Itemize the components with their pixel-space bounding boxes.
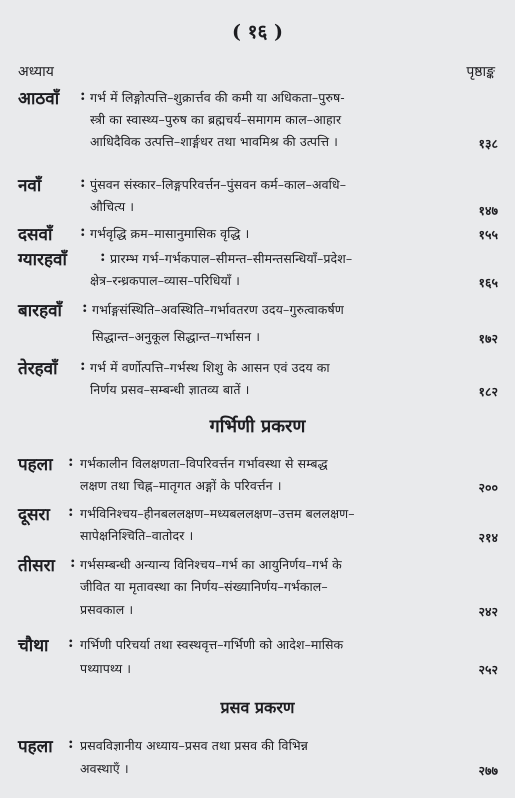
toc-entry bbox=[18, 247, 498, 293]
entry-text: अवस्थाएँ । bbox=[80, 761, 129, 776]
toc-entry bbox=[18, 298, 498, 346]
entry-text: प्रसवविज्ञानीय अध्याय–प्रसव तथा प्रसव की विभिन्न bbox=[80, 738, 308, 753]
colon: : bbox=[80, 222, 86, 240]
entry-text: गर्भसम्बन्धी अन्यान्य विनिश्चय–गर्भ का आयुनिर्णय–गर्भ के bbox=[80, 557, 342, 572]
entry-text: स्त्री का स्वास्थ्य–पुरुष का ब्रह्मचर्य–समागम काल–आहार bbox=[90, 112, 342, 127]
header-page-label: पृष्ठाङ्क bbox=[466, 64, 495, 80]
colon: : bbox=[100, 247, 106, 265]
chapter-name: नवाँ bbox=[18, 176, 42, 196]
section-heading: गर्भिणी प्रकरण bbox=[209, 416, 306, 437]
chapter-name: बारहवाँ bbox=[18, 301, 62, 321]
toc-entry bbox=[18, 502, 498, 548]
page-ref: २४२ bbox=[478, 604, 498, 619]
entry-text: गर्भ में लिङ्गोत्पत्ति–शुक्रार्त्तव की कमी या अधिकता–पुरुष- bbox=[90, 90, 345, 105]
page-ref: २५२ bbox=[478, 662, 498, 677]
toc-entry bbox=[18, 356, 498, 404]
chapter-name: तेरहवाँ bbox=[18, 359, 58, 379]
entry-text: गर्भिणी परिचर्या तथा स्वस्थवृत्त–गर्भिणी को आदेश–मासिक bbox=[80, 637, 344, 652]
entry-text: लक्षण तथा चिह्न–मातृगत अङ्गों के परिवर्त्तन । bbox=[80, 478, 282, 493]
entry-text: सिद्धान्त–अनुकूल सिद्धान्त–गर्भासन । bbox=[92, 329, 261, 344]
colon: : bbox=[68, 633, 74, 651]
entry-text: प्रारम्भ गर्भ–गर्भकपाल–सीमन्त–सीमन्तसन्धियाँ–प्रदेश– bbox=[110, 251, 353, 266]
toc-entry bbox=[18, 222, 498, 246]
entry-text: गर्भवृद्धि क्रम–मासानुमासिक वृद्धि । bbox=[90, 226, 250, 241]
chapter-name: चौथा bbox=[18, 636, 49, 656]
colon: : bbox=[82, 298, 88, 316]
chapter-name: पहला bbox=[18, 737, 53, 757]
entry-text: गर्भविनिश्चय–हीनबललक्षण–मध्यबललक्षण–उत्तम बललक्षण– bbox=[80, 506, 355, 521]
toc-entry bbox=[18, 86, 498, 158]
entry-text: आधिदैविक उत्पत्ति–शार्ङ्गधर तथा भावमिश्र की उत्पत्ति । bbox=[90, 134, 338, 149]
page-ref: १७२ bbox=[478, 331, 498, 346]
entry-text: पुंसवन संस्कार–लिङ्गपरिवर्त्तन–पुंसवन कर्म–काल–अवधि– bbox=[90, 177, 347, 192]
page-ref: १५५ bbox=[478, 227, 498, 242]
page-ref: २०० bbox=[478, 480, 498, 495]
toc-entry bbox=[18, 633, 498, 679]
entry-text: गर्भकालीन विलक्षणता–विपरिवर्त्तन गर्भावस्था से सम्बद्ध bbox=[80, 456, 328, 471]
header-chapter-label: अध्याय bbox=[18, 64, 54, 80]
entry-text: जीवित या मृतावस्था का निर्णय–संख्यानिर्णय–गर्भकाल– bbox=[80, 579, 328, 594]
page-ref: १८२ bbox=[478, 384, 498, 399]
toc-entry bbox=[18, 173, 498, 221]
section-heading: प्रसव प्रकरण bbox=[220, 698, 295, 717]
entry-text: निर्णय प्रसव–सम्बन्धी ज्ञातव्य बातें । bbox=[90, 382, 250, 397]
colon: : bbox=[68, 502, 74, 520]
colon: : bbox=[80, 356, 86, 374]
toc-entry bbox=[18, 452, 498, 498]
page-number: ( १६ ) bbox=[232, 21, 283, 43]
chapter-name: ग्यारहवाँ bbox=[18, 250, 67, 270]
entry-text: औचित्य । bbox=[90, 199, 135, 214]
chapter-name: दूसरा bbox=[18, 505, 50, 525]
entry-text: प्रसवकाल । bbox=[80, 602, 134, 617]
colon: : bbox=[68, 452, 74, 470]
page-ref: २७७ bbox=[478, 763, 498, 778]
entry-text: गर्भ में वर्णोत्पत्ति–गर्भस्थ शिशु के आसन एवं उदय का bbox=[90, 360, 330, 375]
chapter-name: पहला bbox=[18, 455, 53, 475]
page-ref: १४७ bbox=[478, 203, 498, 218]
entry-text: पथ्यापथ्य । bbox=[80, 661, 132, 676]
colon: : bbox=[68, 734, 74, 752]
colon: : bbox=[70, 553, 76, 571]
entry-text: सापेक्षनिश्चिति–वातोदर । bbox=[80, 528, 194, 543]
entry-text: क्षेत्र–रन्ध्रकपाल–व्यास–परिधियाँ । bbox=[90, 273, 240, 288]
chapter-name: दसवाँ bbox=[18, 225, 53, 245]
entry-text: गर्भाङ्गसंस्थिति–अवस्थिति–गर्भावतरण उदय–गुरुत्वाकर्षण bbox=[92, 302, 344, 317]
colon: : bbox=[80, 86, 86, 104]
toc-entry bbox=[18, 553, 498, 621]
chapter-name: आठवाँ bbox=[18, 89, 60, 109]
page-ref: १६५ bbox=[478, 275, 498, 290]
page-ref: १३८ bbox=[478, 136, 498, 151]
chapter-name: तीसरा bbox=[18, 556, 55, 576]
colon: : bbox=[80, 173, 86, 191]
page-ref: २१४ bbox=[478, 530, 498, 545]
toc-entry bbox=[18, 734, 498, 780]
